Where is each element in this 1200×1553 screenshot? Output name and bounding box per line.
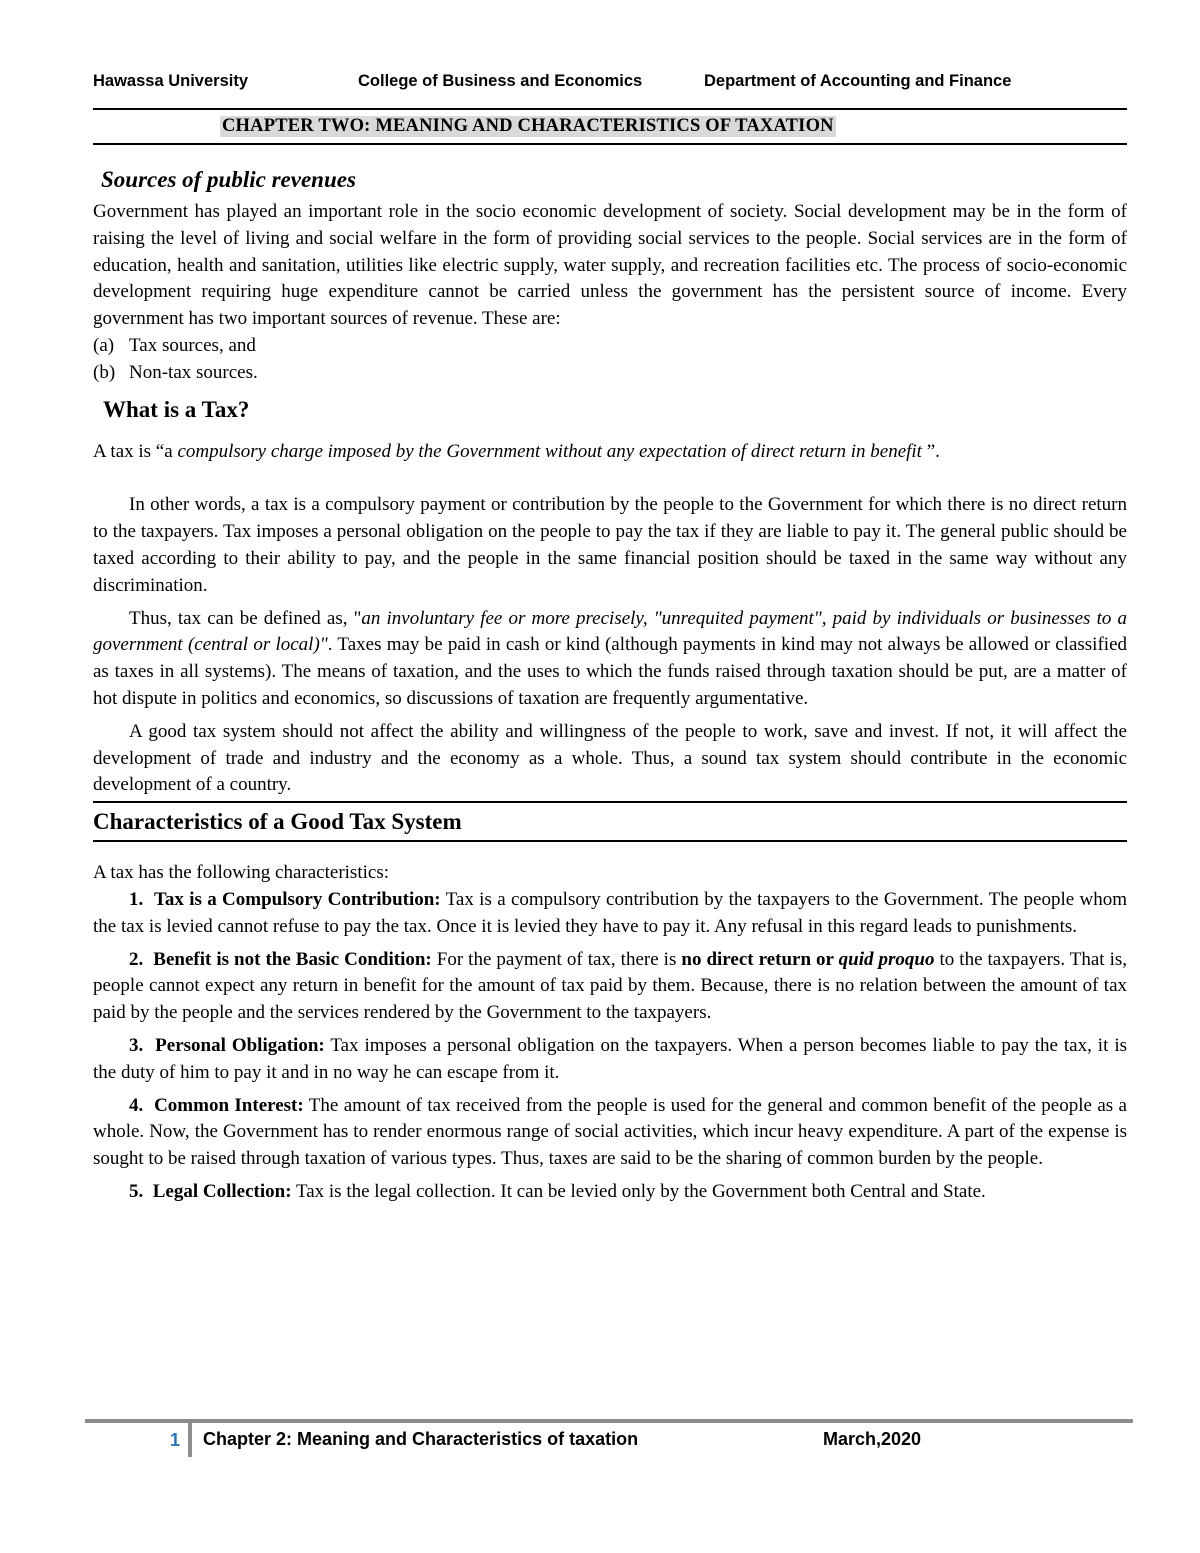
item-title: Legal Collection:: [152, 1180, 292, 1202]
header-rule-bottom: [93, 143, 1127, 145]
item-title: Tax is a Compulsory Contribution:: [153, 888, 441, 910]
list-item-text: Non-tax sources.: [129, 361, 258, 383]
item-text: For the payment of tax, there is: [431, 948, 682, 970]
footer-title: Chapter 2: Meaning and Characteristics of taxation: [203, 1429, 639, 1449]
item-title: Common Interest:: [154, 1094, 304, 1116]
header-department: Department of Accounting and Finance: [704, 72, 1012, 90]
list-item-label: (b): [93, 361, 116, 383]
characteristics-heading: Characteristics of a Good Tax System: [93, 809, 462, 835]
footer-rule: [85, 1419, 1133, 1423]
item-number: 4.: [129, 1094, 144, 1116]
sources-heading: Sources of public revenues: [101, 167, 356, 192]
characteristic-item-3: [93, 1033, 1127, 1087]
thus-quote: an involuntary fee or more precisely, "unrequited payment", paid by individuals or businesses to a government (central or local)": [93, 607, 1127, 656]
header-university: Hawassa University: [93, 72, 249, 90]
list-item: [93, 333, 1127, 360]
item-text-continued: to the taxpayers. That is, people cannot expect any return in benefit for the amount of tax paid by them. Because, there is no relation between the amount of tax paid by the people and the services rendered by the Government to the taxpayers.: [93, 948, 1128, 1024]
item-title: Personal Obligation:: [155, 1034, 325, 1056]
characteristic-item-2: [93, 947, 1127, 1027]
item-number: 3.: [129, 1034, 144, 1056]
list-item: [93, 360, 1127, 387]
list-item-text: Tax sources, and: [129, 334, 256, 356]
item-number: 5.: [129, 1180, 144, 1202]
what-is-tax-heading: What is a Tax?: [103, 396, 250, 422]
thus-suffix: . Taxes may be paid in cash or kind (although payments in kind may not always be allowed or classified as taxes in all systems). The means of taxation, and the uses to which the funds raised through taxation should be put, are a matter of hot dispute in politics and economics, so discussions of taxation are frequently argumentative.: [93, 634, 1127, 709]
paragraph-good-tax-system: A good tax system should not affect the ability and willingness of the people to work, save and invest. If not, it will affect the development of trade and industry and the economy as a whole. Thus, a sound tax system should contribute in the economic development of a country.: [93, 720, 1127, 796]
characteristic-item-5: [93, 1179, 1127, 1206]
sources-paragraph: Government has played an important role in the socio economic development of society. Social development may be in the form of raising the level of living and social welfare in the form of providing social services to the people. Social services are in the form of education, health and sanitation, utilities like electric supply, water supply, and recreation facilities etc. The process of socio-economic development requiring huge expenditure cannot be carried unless the government has the persistent source of income. Every government has two important sources of revenue. These are:: [93, 201, 1127, 330]
item-text: Tax is a compulsory contribution by the taxpayers to the Government. The people whom the tax is levied cannot refuse to pay the tax. Once it is levied they have to pay it. Any refusal in this regard leads to punishments.: [93, 888, 1127, 937]
document-body: [93, 165, 1127, 1206]
characteristic-item-4: [93, 1093, 1127, 1173]
item-text: Tax imposes a personal obligation on the taxpayers. When a person becomes liable to pay the tax, it is the duty of him to pay it and in no way he can escape from it.: [93, 1034, 1127, 1083]
characteristics-heading-box: [93, 801, 1127, 842]
footer-date: March,2020: [823, 1429, 922, 1449]
thus-prefix: Thus, tax can be defined as, ": [129, 607, 362, 629]
item-emphasis: no direct return or: [681, 948, 839, 970]
header-rule-top: [93, 108, 1127, 110]
definition-suffix: ”.: [926, 440, 940, 462]
chapter-title: CHAPTER TWO: MEANING AND CHARACTERISTICS OF TAXATION: [222, 116, 834, 136]
header-college: College of Business and Economics: [358, 72, 643, 90]
item-title: Benefit is not the Basic Condition:: [153, 948, 432, 970]
paragraph-thus: [93, 606, 1127, 713]
tax-definition: [93, 439, 1127, 466]
characteristic-item-1: [93, 887, 1127, 941]
item-emphasis-italic: quid proquo: [838, 948, 935, 970]
characteristics-intro: A tax has the following characteristics:: [93, 862, 389, 884]
list-item-label: (a): [93, 334, 115, 356]
definition-quote: compulsory charge imposed by the Government without any expectation of direct return in benefit: [177, 440, 927, 462]
paragraph-other-words: In other words, a tax is a compulsory payment or contribution by the people to the Government for which there is no direct return to the taxpayers. Tax imposes a personal obligation on the people to pay the tax if they are liable to pay it. The general public should be taxed according to their ability to pay, and the people in the same financial position should be taxed in the same way without any discrimination.: [93, 494, 1127, 596]
item-text: The amount of tax received from the people is used for the general and common benefit of the people as a whole. Now, the Government has to render enormous range of social activities, which incur heavy expenditure. A part of the expense is sought to be raised through taxation of various types. Thus, taxes are said to be the sharing of common burden by the people.: [93, 1094, 1127, 1170]
definition-prefix: A tax is “a: [93, 440, 178, 462]
item-number: 2.: [129, 948, 144, 970]
item-text: Tax is the legal collection. It can be levied only by the Government both Central and State.: [291, 1180, 986, 1202]
item-number: 1.: [129, 888, 144, 910]
page-number: 1: [170, 1430, 181, 1450]
footer-divider: [188, 1423, 192, 1457]
